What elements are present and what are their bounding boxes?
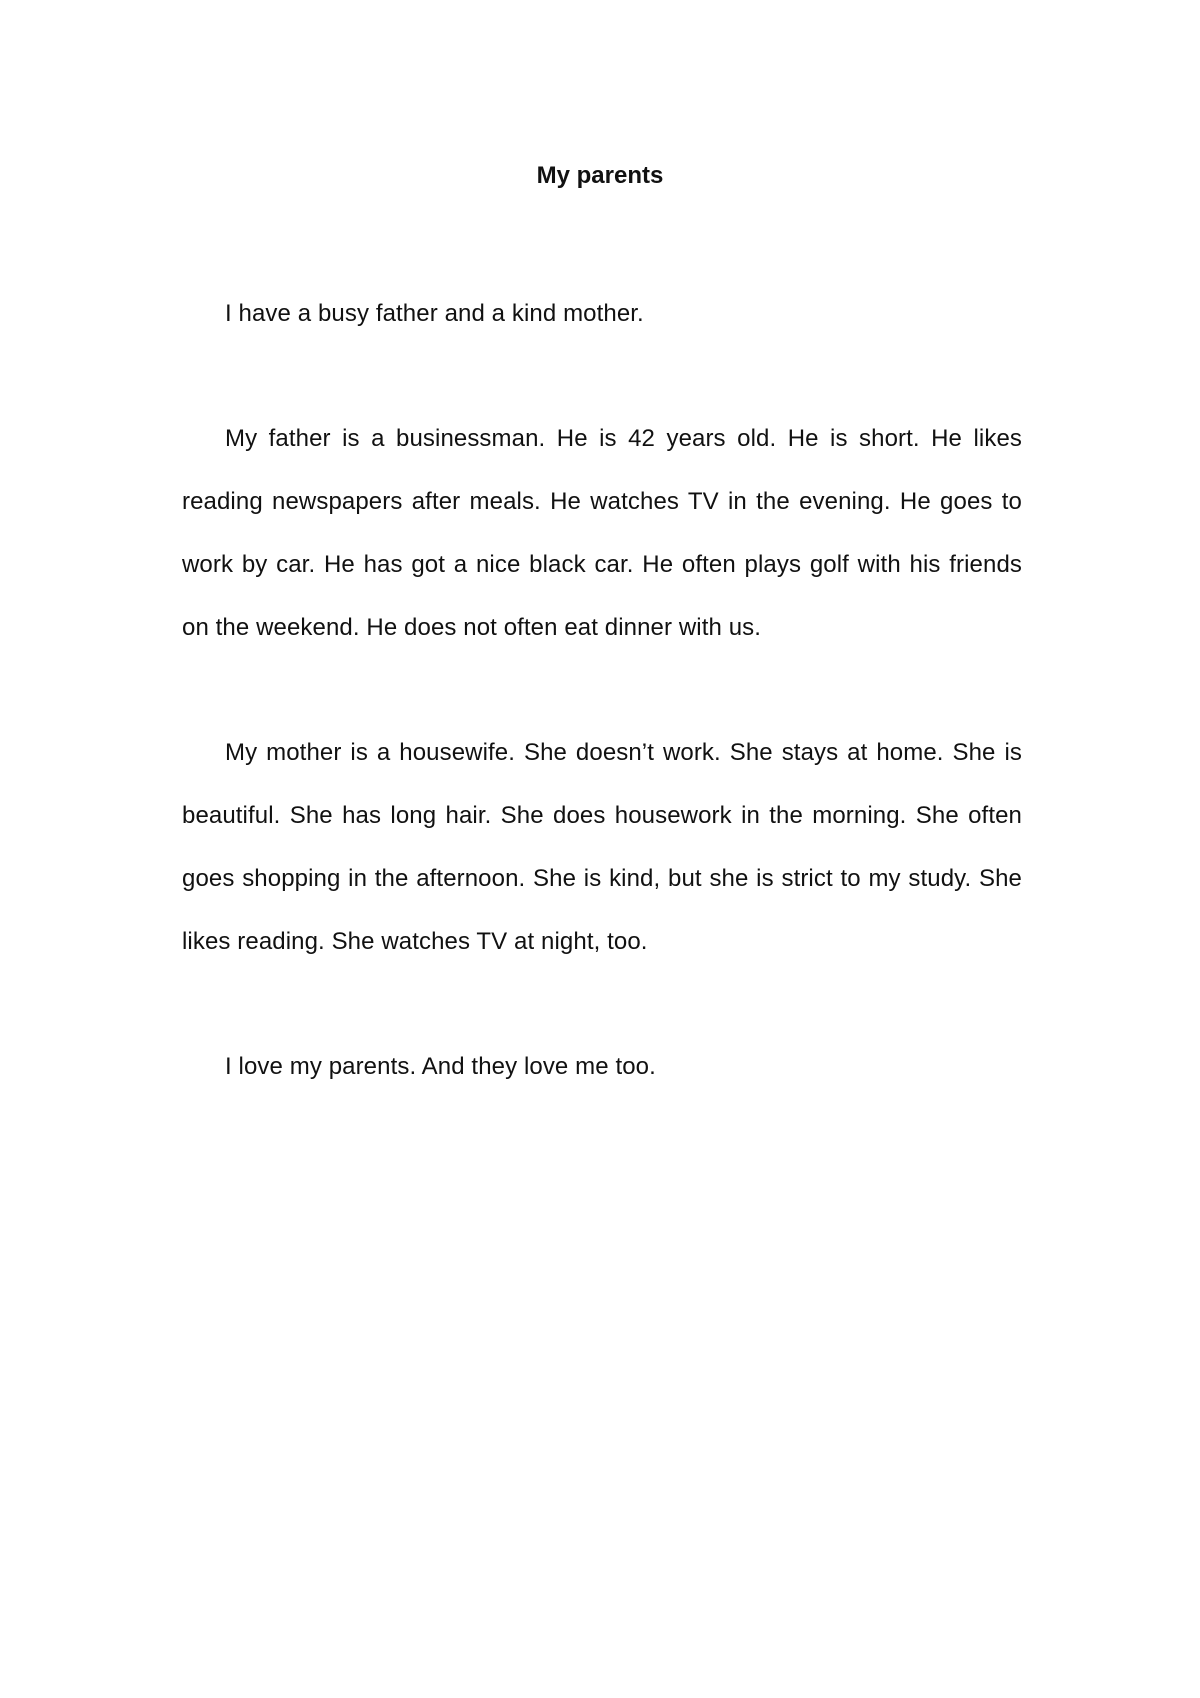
paragraph-closing: I love my parents. And they love me too.	[225, 1053, 656, 1080]
document-body	[182, 282, 1022, 1160]
paragraph-father: My father is a businessman. He is 42 years old. He is short. He likes reading newspapers after meals. He watches TV in the evening. He goes to work by car. He has got a nice black car. He often plays golf with his friends on the weekend. He does not often eat dinner with us.	[182, 425, 1022, 641]
document-title: My parents	[536, 162, 664, 189]
paragraph-mother: My mother is a housewife. She doesn’t work. She stays at home. She is beautiful. She has long hair. She does housework in the morning. She often goes shopping in the afternoon. She is kind, but she is strict to my study. She likes reading. She watches TV at night, too.	[182, 739, 1022, 955]
paragraph-intro: I have a busy father and a kind mother.	[225, 300, 644, 327]
